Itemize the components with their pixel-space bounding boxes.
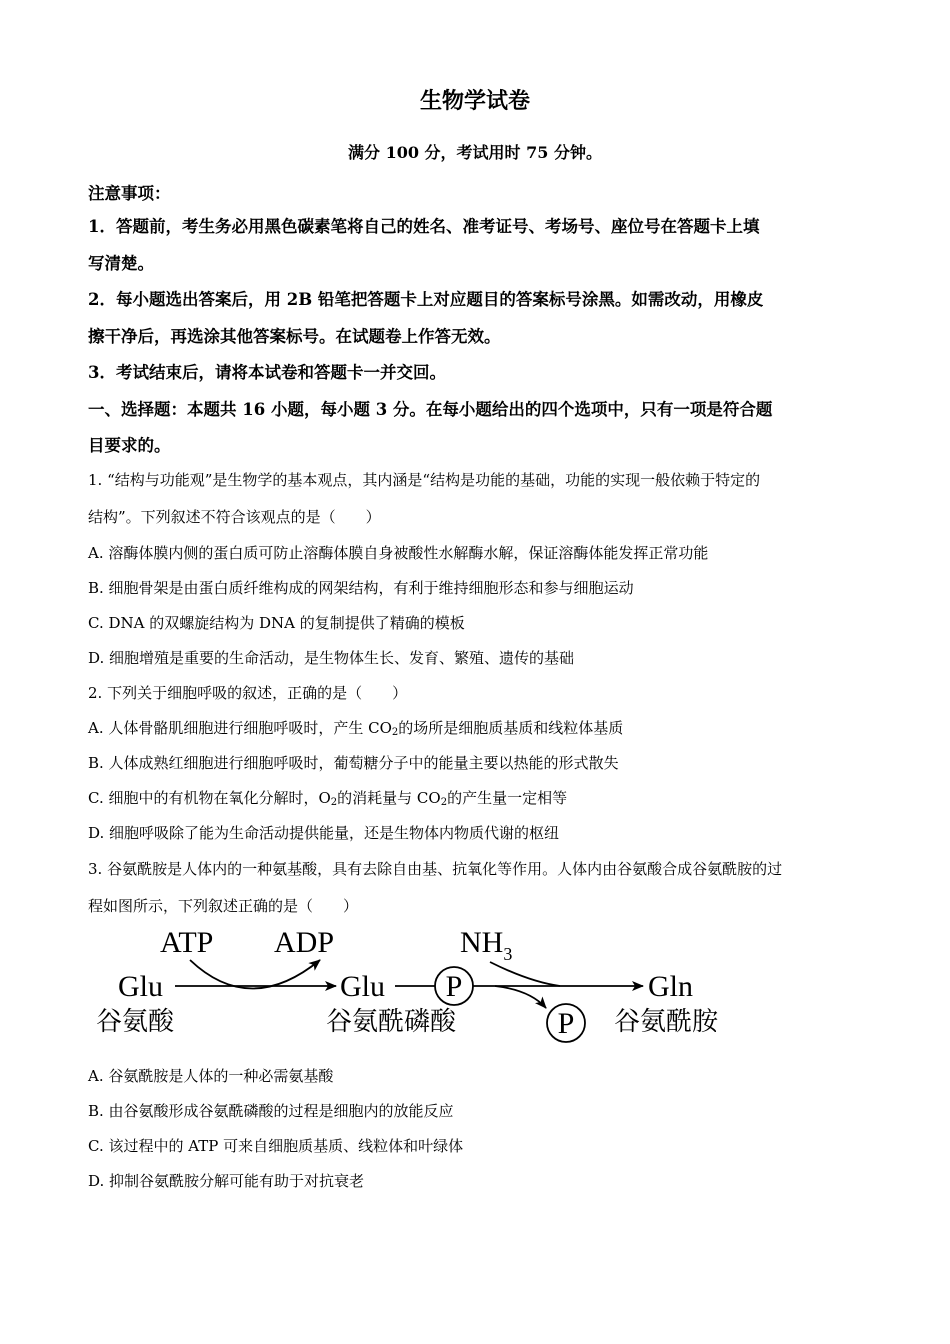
q1-option-b: B. 细胞骨架是由蛋白质纤维构成的网架结构，有利于维持细胞形态和参与细胞运动 bbox=[88, 579, 634, 597]
glu-label-2: Glu bbox=[340, 970, 385, 1003]
gln-chinese-label: 谷氨酰胺 bbox=[614, 1007, 719, 1037]
q1-option-d: D. 细胞增殖是重要的生命活动，是生物体生长、发育、繁殖、遗传的基础 bbox=[88, 649, 575, 667]
q3-stem-line-2: 程如图所示，下列叙述正确的是（ ） bbox=[88, 897, 359, 915]
notice-item-2-line-2: 擦干净后，再选涂其他答案标号。在试题卷上作答无效。 bbox=[88, 327, 501, 346]
notice-item-3: 3．考试结束后，请将本试卷和答题卡一并交回。 bbox=[88, 363, 446, 382]
q3-stem-line-1: 3. 谷氨酰胺是人体内的一种氨基酸，具有去除自由基、抗氧化等作用。人体内由谷氨酸合成谷氨酰胺的过 bbox=[88, 860, 783, 878]
glutamine-synthesis-diagram bbox=[90, 922, 750, 1047]
nh3-label: $NH_3$ bbox=[460, 926, 513, 964]
q3-option-d: D. 抑制谷氨酰胺分解可能有助于对抗衰老 bbox=[88, 1172, 365, 1190]
q2-stem: 2. 下列关于细胞呼吸的叙述，正确的是（ ） bbox=[88, 684, 408, 702]
arrow-nh3-entry bbox=[490, 962, 560, 986]
notice-item-1-line-1: 1．答题前，考生务必用黑色碳素笔将自己的姓名、准考证号、考场号、座位号在答题卡上填 bbox=[88, 217, 760, 236]
notice-heading: 注意事项： bbox=[88, 184, 171, 203]
arrow-atp-to-adp bbox=[190, 960, 320, 989]
q1-stem-line-2: 结构”。下列叙述不符合该观点的是（ ） bbox=[88, 508, 381, 526]
q2-option-a: A. 人体骨骼肌细胞进行细胞呼吸时，产生 $CO_2$的场所是细胞质基质和线粒体基质 bbox=[88, 719, 624, 738]
notice-item-1-line-2: 写清楚。 bbox=[88, 254, 154, 273]
glu-p-chinese-label: 谷氨酰磷酸 bbox=[326, 1007, 457, 1037]
notice-item-2-line-1: 2．每小题选出答案后，用 2B 铅笔把答题卡上对应题目的答案标号涂黑。如需改动，用橡皮 bbox=[88, 290, 764, 309]
glu-label: Glu bbox=[118, 970, 163, 1003]
atp-label: ATP bbox=[160, 926, 214, 959]
page-title: 生物学试卷 bbox=[419, 88, 530, 114]
q2-option-d: D. 细胞呼吸除了能为生命活动提供能量，还是生物体内物质代谢的枢纽 bbox=[88, 824, 560, 842]
q1-option-a: A. 溶酶体膜内侧的蛋白质可防止溶酶体膜自身被酸性水解酶水解，保证溶酶体能发挥正常功能 bbox=[88, 544, 709, 562]
glu-chinese-label: 谷氨酸 bbox=[96, 1007, 175, 1037]
section-1-heading-line-1: 一、选择题：本题共 16 小题，每小题 3 分。在每小题给出的四个选项中，只有一项是符合题 bbox=[88, 400, 773, 419]
gln-label: Gln bbox=[648, 970, 693, 1003]
exam-subtitle: 满分 100 分，考试用时 75 分钟。 bbox=[348, 143, 602, 162]
q3-option-a: A. 谷氨酰胺是人体的一种必需氨基酸 bbox=[88, 1067, 334, 1085]
phosphate-label-1: P bbox=[445, 970, 463, 1003]
q2-option-c: C. 细胞中的有机物在氧化分解时，$O_2$的消耗量与 $CO_2$的产生量一定相等 bbox=[88, 789, 568, 808]
section-1-heading-line-2: 目要求的。 bbox=[88, 436, 171, 455]
q1-option-c: C. DNA 的双螺旋结构为 DNA 的复制提供了精确的模板 bbox=[88, 614, 465, 632]
q1-stem-line-1: 1. “结构与功能观”是生物学的基本观点，其内涵是“结构是功能的基础，功能的实现一般依赖于特定的 bbox=[88, 471, 761, 489]
q3-option-b: B. 由谷氨酸形成谷氨酰磷酸的过程是细胞内的放能反应 bbox=[88, 1102, 454, 1120]
phosphate-label-2: P bbox=[557, 1007, 575, 1040]
arrow-release-phosphate bbox=[495, 986, 546, 1008]
adp-label: ADP bbox=[274, 926, 335, 959]
q2-option-b: B. 人体成熟红细胞进行细胞呼吸时，葡萄糖分子中的能量主要以热能的形式散失 bbox=[88, 754, 619, 772]
q3-option-c: C. 该过程中的 ATP 可来自细胞质基质、线粒体和叶绿体 bbox=[88, 1137, 464, 1155]
